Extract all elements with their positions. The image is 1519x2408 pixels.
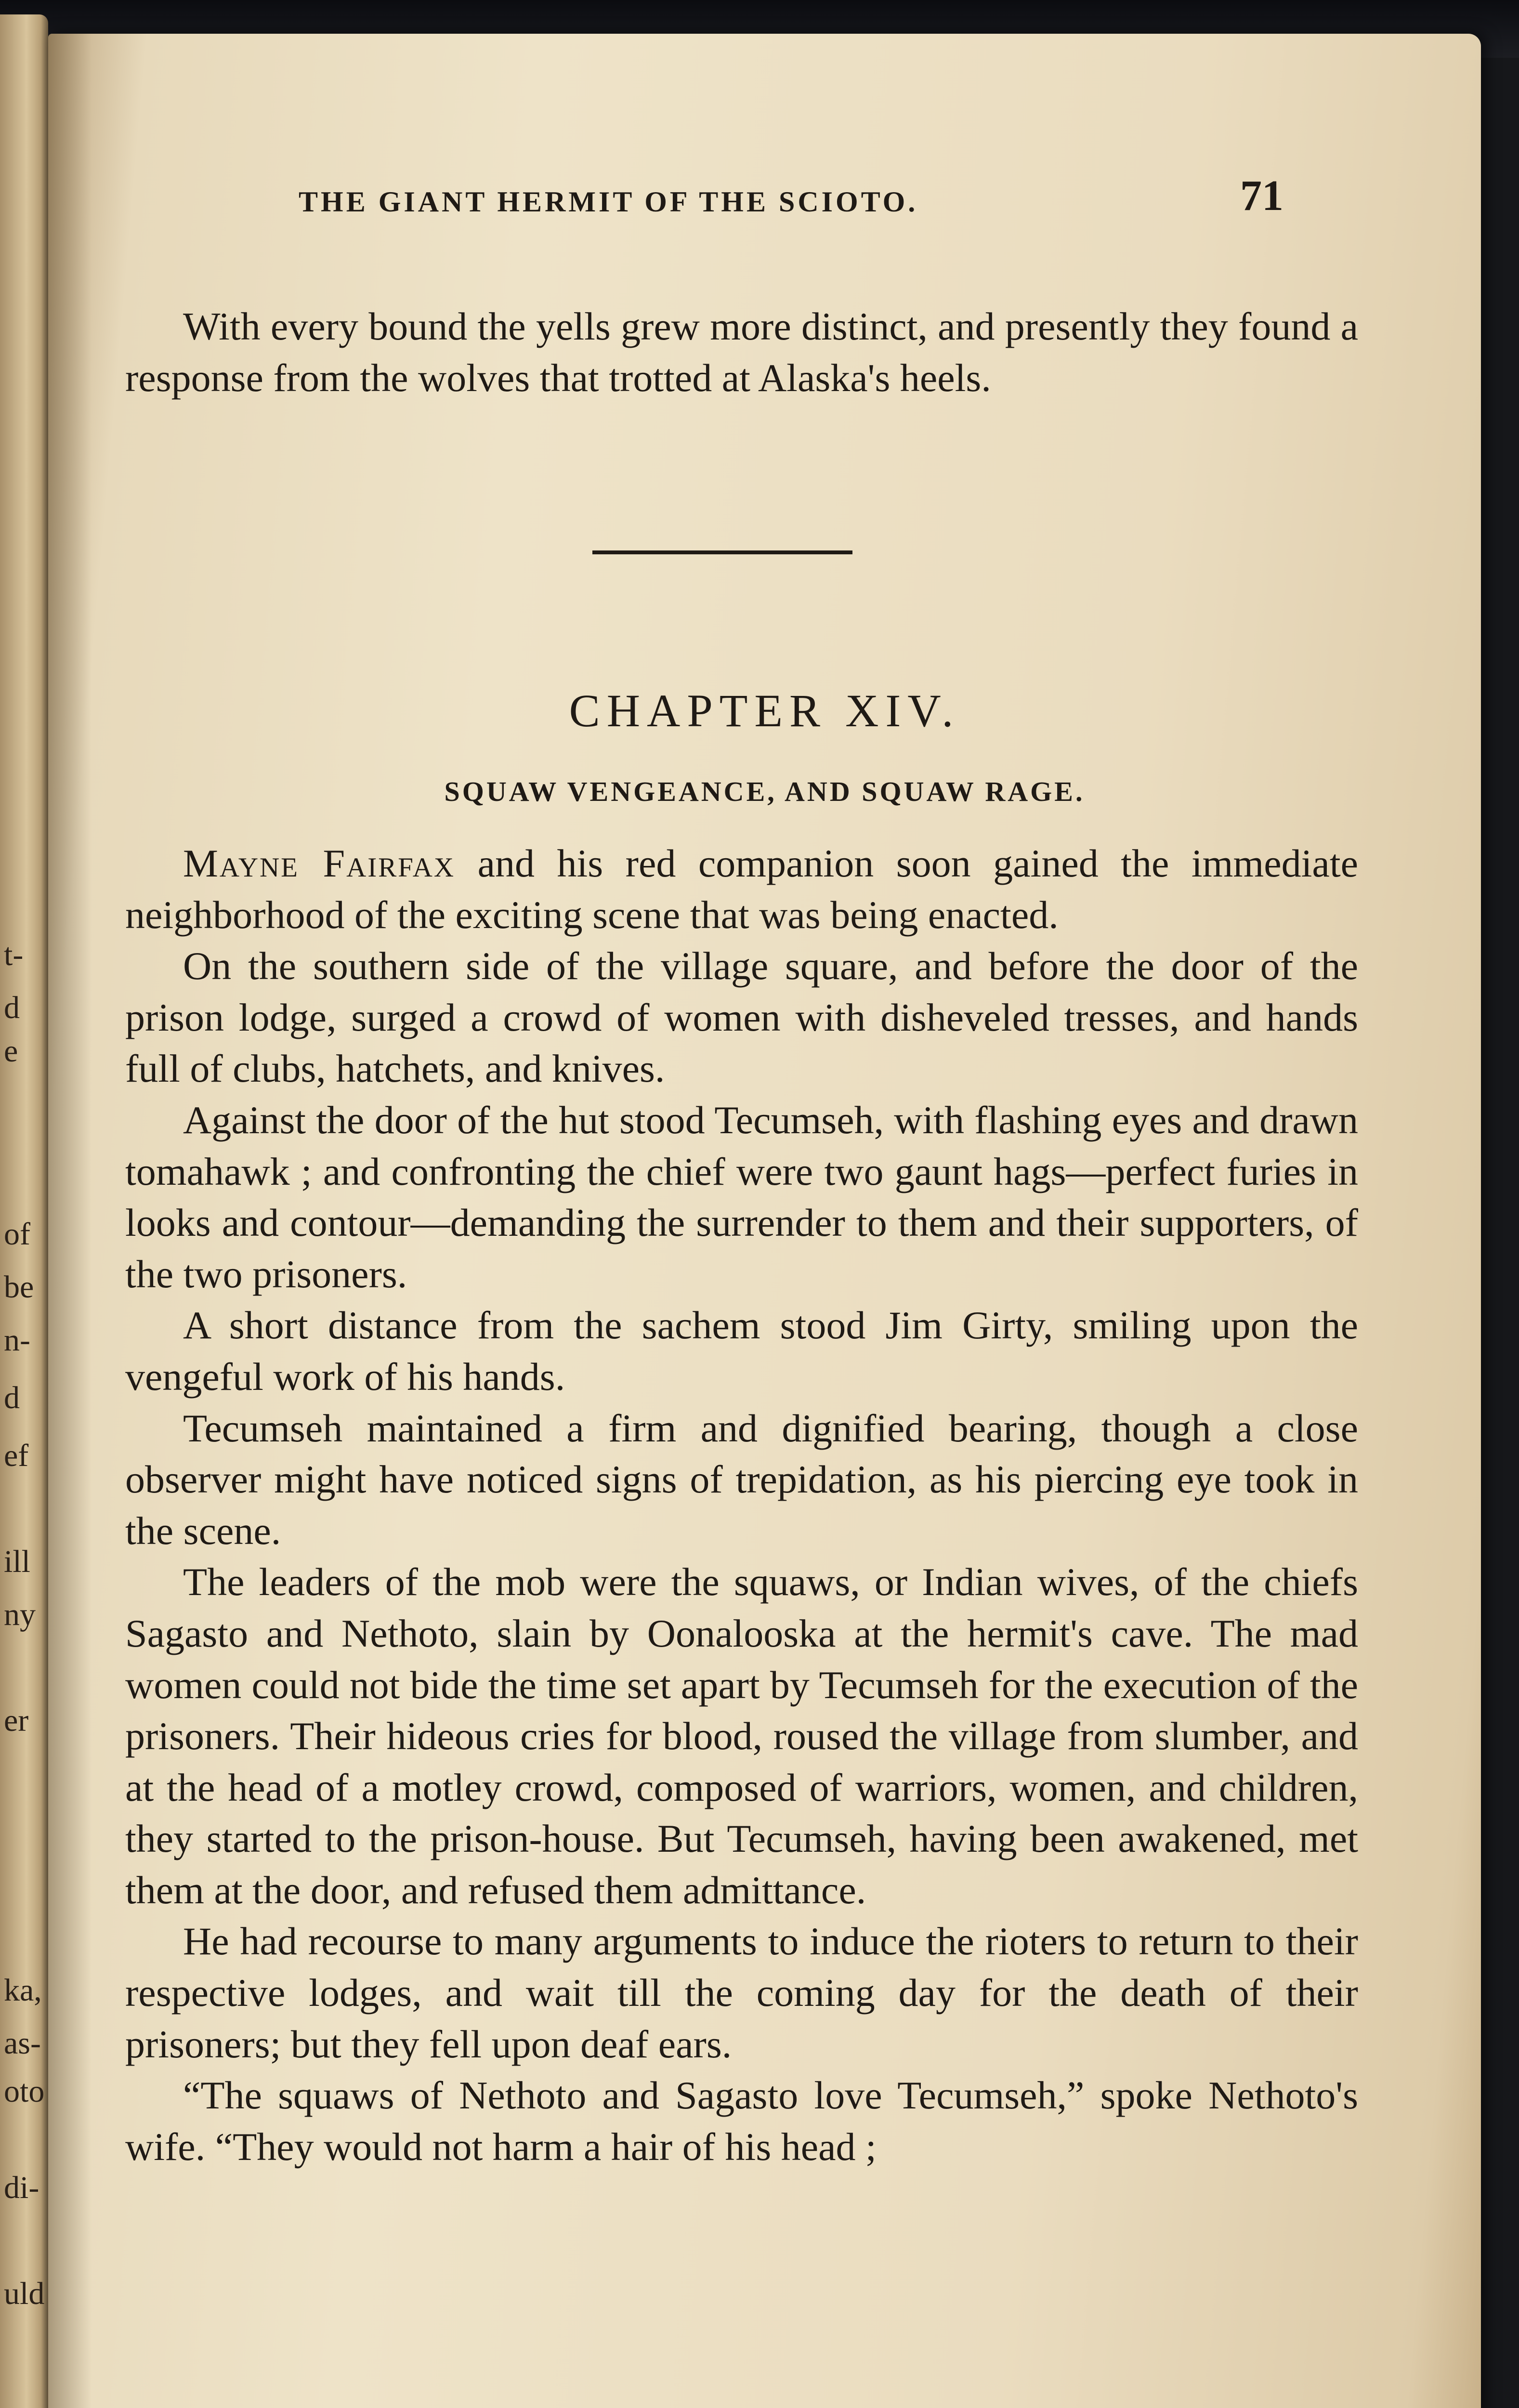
prev-page-fragment: d <box>4 1380 20 1415</box>
prev-page-fragment: ef <box>4 1438 29 1473</box>
prev-page-fragment: ny <box>4 1597 36 1632</box>
paragraph: The leaders of the mob were the squaws, or Indian wives, of the chiefs Sagasto and Nethoto, slain by Oonalooska at the hermit's cave. The mad women could not bide the time set apart by Tecumseh for the execution of the prisoners. Their hideous cries for blood, roused the village from slumber, and at the head of a motley crowd, composed of warriors, women, and children, they started to the prison-house. But Tecumseh, having been awakened, met them at the door, and refused them admittance. <box>125 1560 1358 1912</box>
paragraph: Against the door of the hut stood Tecumseh, with flashing eyes and drawn tomahawk ; and confronting the chief were two gaunt hags—perfect furies in looks and contour—demanding the surrender to them and their supporters, of the two prisoners. <box>125 1098 1358 1296</box>
prev-page-fragment: be <box>4 1269 34 1305</box>
section-divider-rule <box>592 550 852 554</box>
prev-page-fragment: d <box>4 990 20 1025</box>
book-page <box>48 34 1481 2408</box>
chapter-title: CHAPTER XIV. <box>569 685 960 736</box>
prev-page-fragment: er <box>4 1703 29 1738</box>
paragraph: “The squaws of Nethoto and Sagasto love Tecumseh,” spoke Nethoto's wife. “They would not harm a hair of his head ; <box>125 2073 1358 2169</box>
paragraph-text: and his red companion soon gained the immediate neighborhood of the exciting scene that was being enacted. <box>125 841 1358 937</box>
prev-page-fragment: oto <box>4 2074 45 2109</box>
paragraph <box>125 838 1358 941</box>
prev-page-fragment: uld <box>4 2276 45 2311</box>
prev-page-fragment: of <box>4 1217 30 1252</box>
running-header: THE GIANT HERMIT OF THE SCIOTO. <box>299 186 918 218</box>
paragraph: Tecumseh maintained a firm and dignified bearing, though a close observer might have noticed signs of trepidation, as his piercing eye took in the scene. <box>125 1406 1358 1553</box>
paragraph: He had recourse to many arguments to induce the rioters to return to their respective lodges, and wait till the coming day for the death of their prisoners; but they fell upon deaf ears. <box>125 1919 1358 2066</box>
previous-page-edge <box>0 14 48 2408</box>
paragraph-lead-name: Mayne Fairfax <box>183 841 456 885</box>
prev-page-fragment: ill <box>4 1544 31 1579</box>
page-number: 71 <box>1240 172 1283 220</box>
chapter-body <box>125 838 1358 2172</box>
prev-page-fragment: e <box>4 1034 18 1069</box>
opening-paragraph: With every bound the yells grew more distinct, and presently they found a response from the wolves that trotted at Alaska's heels. <box>125 304 1358 400</box>
opening-text <box>125 301 1358 404</box>
prev-page-fragment: t- <box>4 937 24 972</box>
prev-page-fragment: n- <box>4 1322 30 1358</box>
prev-page-fragment: ka, <box>4 1973 42 2008</box>
paragraph: A short distance from the sachem stood Jim Girty, smiling upon the vengeful work of his hands. <box>125 1303 1358 1399</box>
page-gutter-shadow <box>48 34 92 2408</box>
prev-page-fragment: di- <box>4 2170 39 2205</box>
prev-page-fragment: as- <box>4 2026 41 2061</box>
chapter-subtitle: SQUAW VENGEANCE, AND SQUAW RAGE. <box>444 776 1085 807</box>
paragraph: On the southern side of the village square, and before the door of the prison lodge, surged a crowd of women with disheveled tresses, and hands full of clubs, hatchets, and knives. <box>125 944 1358 1091</box>
